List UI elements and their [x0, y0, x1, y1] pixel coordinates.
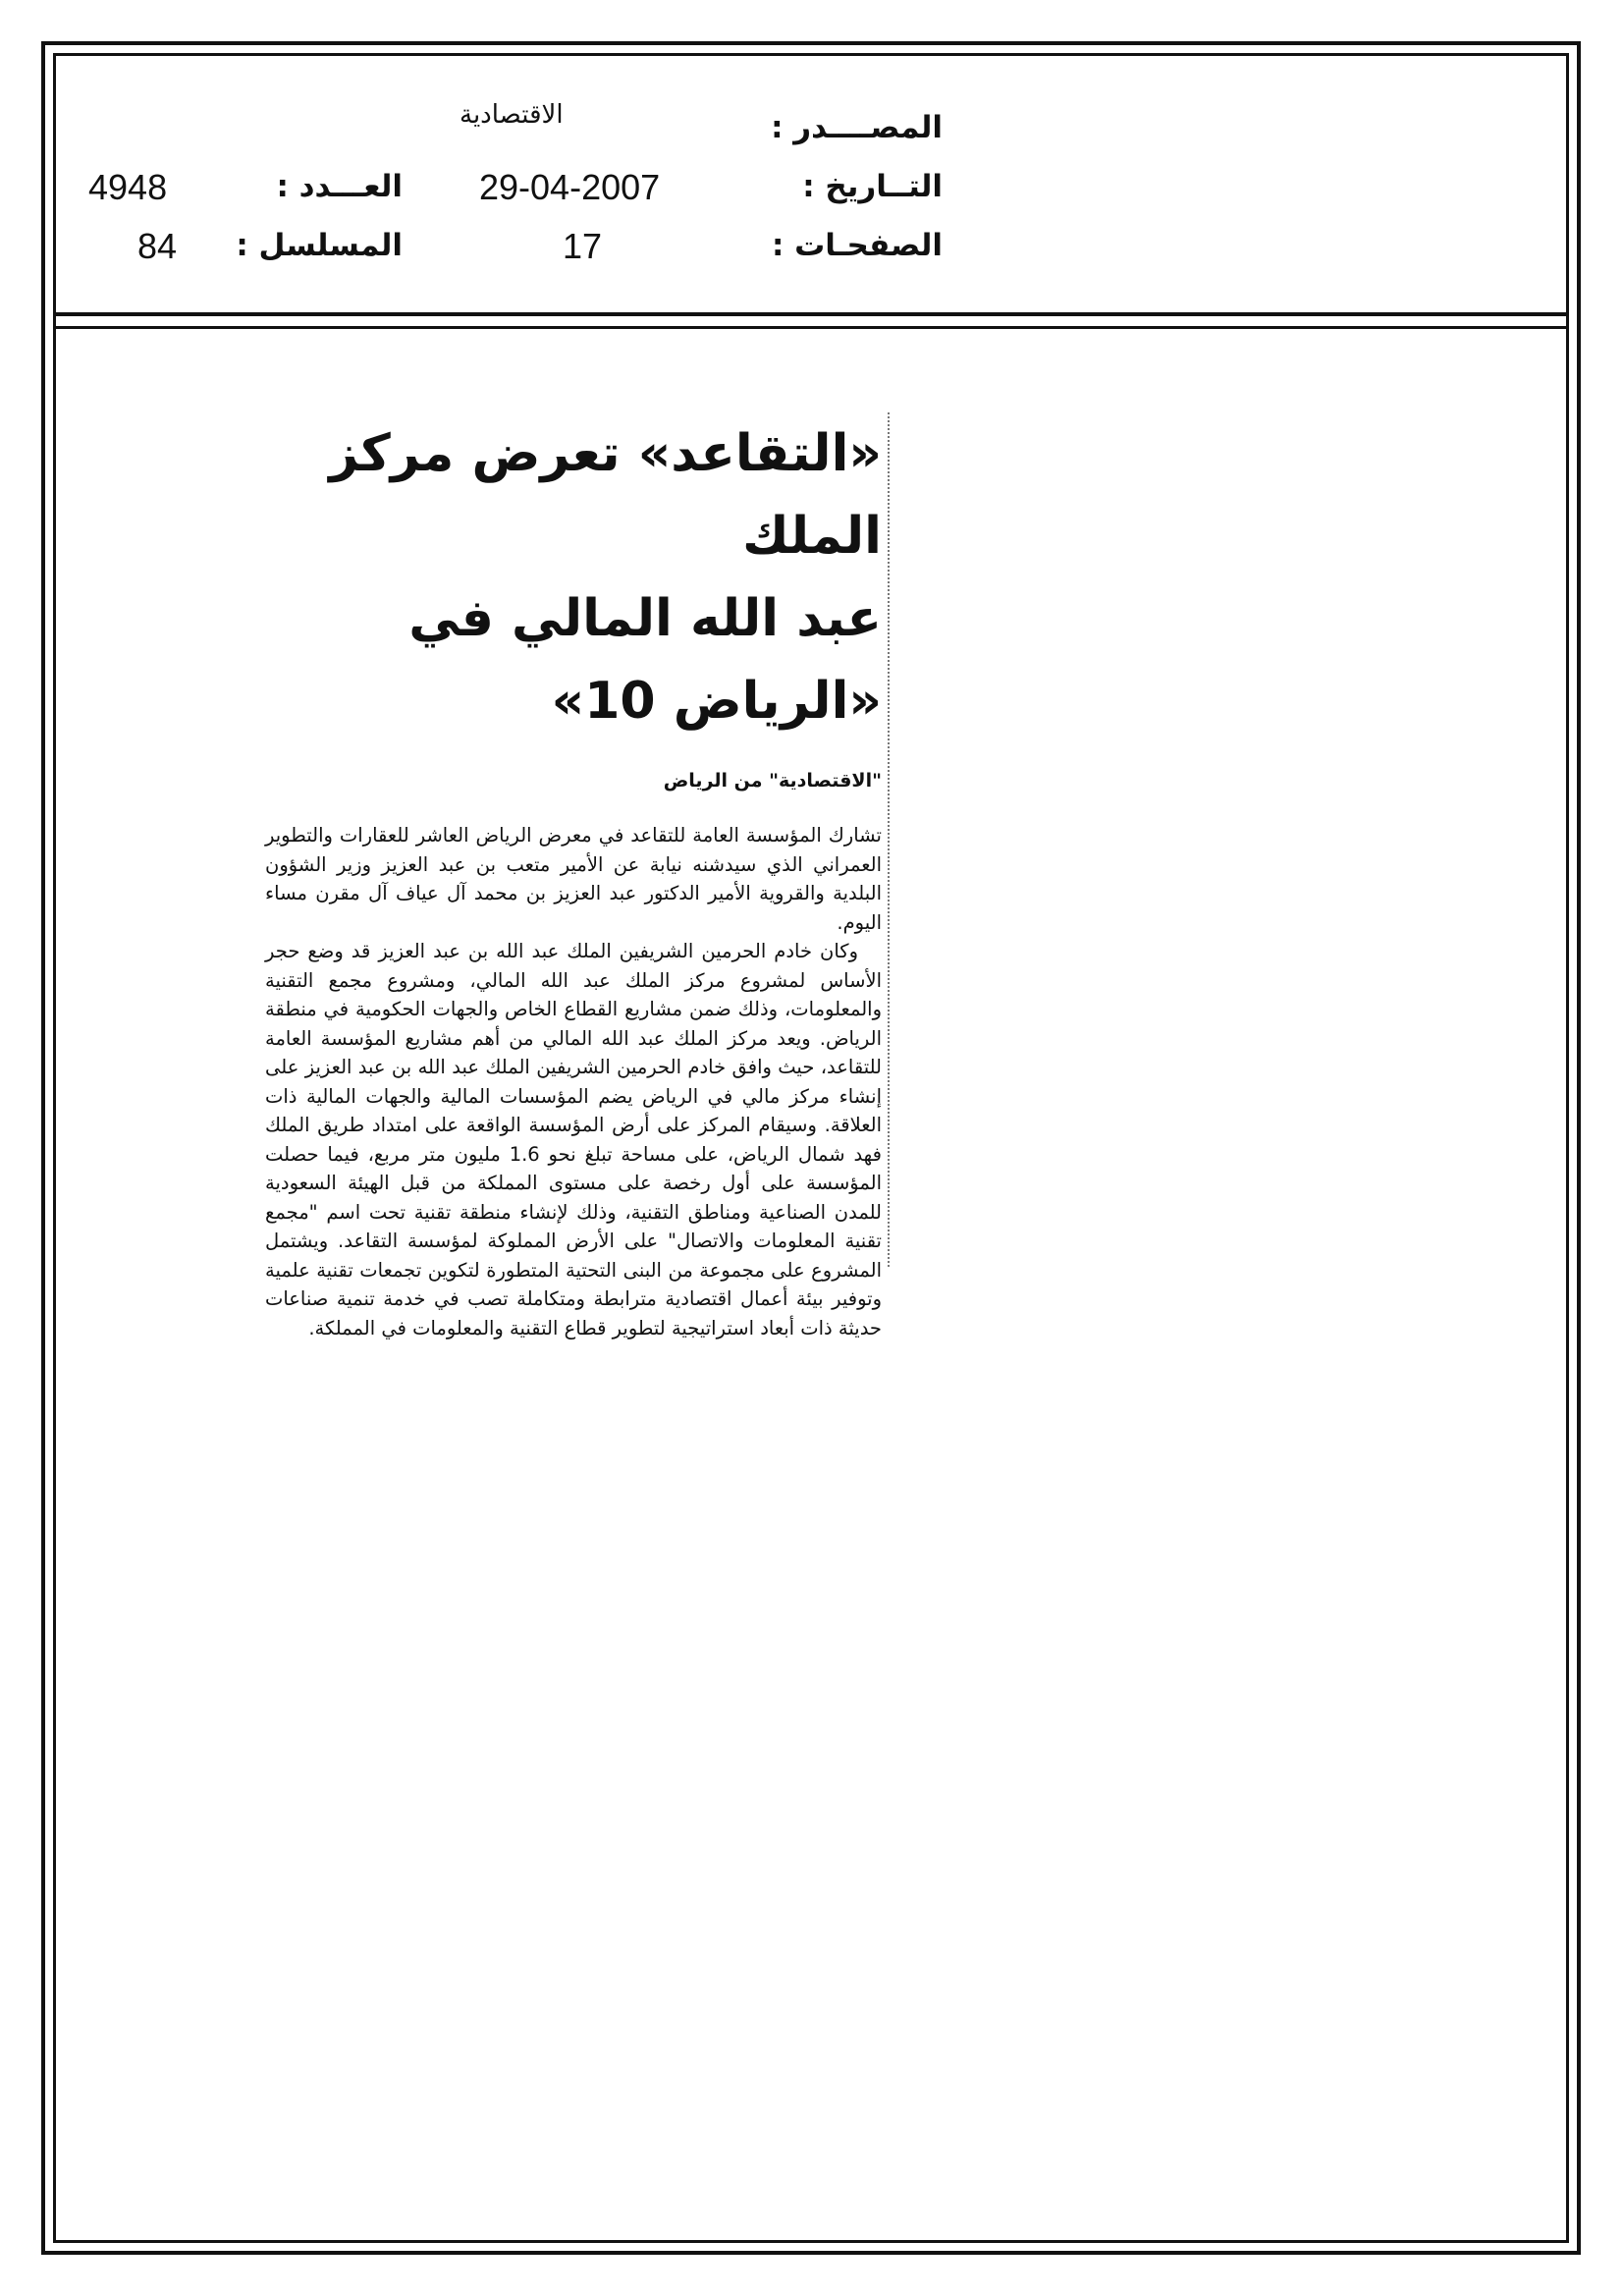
header-divider [53, 312, 1569, 316]
article-byline: "الاقتصادية" من الرياض [663, 770, 882, 792]
article-headline [265, 412, 882, 742]
article-clipping [265, 412, 882, 1342]
header-divider-inner [53, 326, 1569, 329]
headline-line-2: عبد الله المالي في «الرياض 10» [408, 589, 882, 731]
date-label: التــاريخ : [802, 169, 943, 204]
headline-line-1: «التقاعد» تعرض مركز الملك [329, 424, 882, 566]
pages-value: 17 [563, 226, 603, 266]
serial-value: 84 [137, 226, 178, 266]
issue-label: العـــدد : [276, 169, 403, 204]
source-label: المصــــدر : [771, 110, 943, 145]
column-rule [888, 412, 892, 1267]
serial-label: المسلسل : [236, 228, 403, 263]
issue-value: 4948 [88, 167, 168, 207]
source-value: الاقتصادية [460, 100, 564, 130]
pages-label: الصفحـات : [771, 228, 943, 263]
article-paragraph-1: تشارك المؤسسة العامة للتقاعد في معرض الرياض العاشر للعقارات والتطوير العمراني الذي سيدشنه نيابة عن الأمير متعب بن عبد العزيز وزير الشؤون البلدية والقروية الأمير الدكتور عبد العزيز بن محمد آل عياف آل مقرن مساء اليوم. [265, 824, 882, 934]
article-paragraph-2: وكان خادم الحرمين الشريفين الملك عبد الله بن عبد العزيز قد وضع حجر الأساس لمشروع مركز الملك عبد الله المالي، ومشروع مجمع التقنية والمعلومات، وذلك ضمن مشاريع القطاع الخاص والجهات الحكومية في منطقة الرياض. ويعد مركز الملك عبد الله المالي من أهم مشاريع المؤسسة العامة للتقاعد، حيث وافق خادم الحرمين الشريفين الملك عبد الله بن عبد العزيز على إنشاء مركز مالي في الرياض يضم المؤسسات المالية والجهات المالية ذات العلاقة. وسيقام المركز على أرض المؤسسة الواقعة على امتداد طريق الملك فهد شمال الرياض، على مساحة تبلغ نحو 1.6 مليون متر مربع، فيما حصلت المؤسسة على أول رخصة على مستوى المملكة من قبل الهيئة السعودية للمدن الصناعية ومناطق التقنية، وذلك لإنشاء منطقة تقنية تحت اسم "مجمع تقنية المعلومات والاتصال" على الأرض المملوكة لمؤسسة التقاعد. ويشتمل المشروع على مجموعة من البنى التحتية المتطورة لتكوين تجمعات تقنية علمية وتوفير بيئة أعمال اقتصادية مترابطة ومتكاملة تصب في خدمة تنمية صناعات حديثة ذات أبعاد استراتيجية لتطوير قطاع التقنية والمعلومات في المملكة. [265, 940, 882, 1339]
date-value: 29-04-2007 [479, 167, 661, 207]
